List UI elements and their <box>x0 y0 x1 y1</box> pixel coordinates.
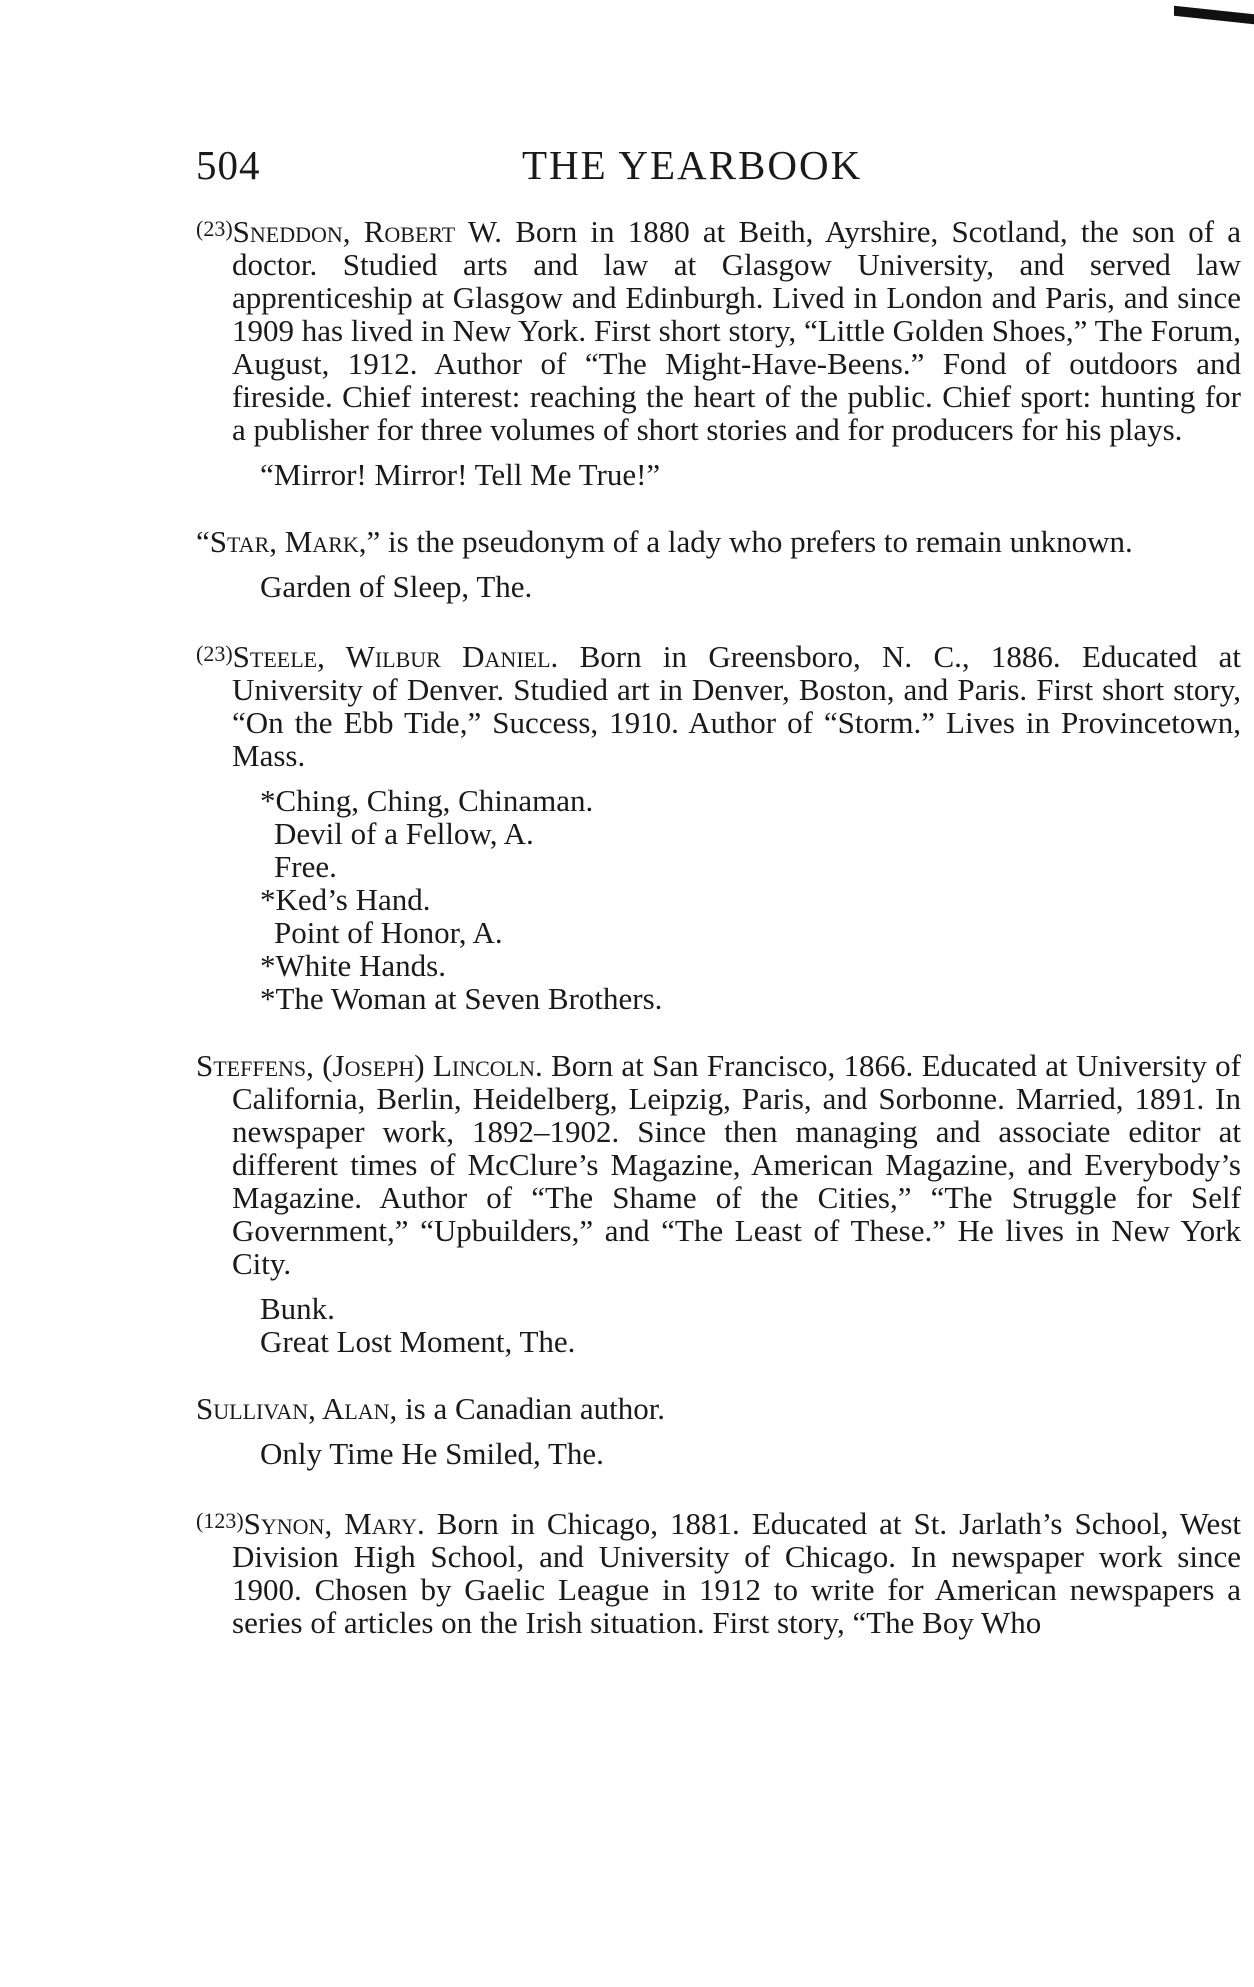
running-head: THE YEARBOOK <box>522 142 863 188</box>
story-list <box>260 458 1241 491</box>
page-body <box>196 212 1241 1673</box>
author-name: Sullivan, Alan, <box>196 1391 398 1426</box>
story-title: Point of Honor, A. <box>274 915 503 950</box>
author-entry <box>196 525 1241 603</box>
author-bio: Born in Chicago, 1881. Educated at St. Jarlath’s School, West Division High School, and University of Chicago. In newspaper work since 1900. Chosen by Gaelic League in 1912 to write for American newspapers a series of articles on the Irish situation. First story, “The Boy Who <box>232 1506 1241 1640</box>
story-list <box>260 1292 1241 1358</box>
story-title: *Ching, Ching, Chinaman. <box>260 783 594 818</box>
author-name: Sneddon, Robert W. <box>232 214 502 249</box>
story-title: *White Hands. <box>260 948 446 983</box>
entry-index: (123) <box>196 1508 244 1533</box>
author-bio: Born at San Francisco, 1866. Educated at University of California, Berlin, Heidelberg, Leipzig, Paris, and Sorbonne. Married, 1891. In newspaper work, 1892–1902. Since then managing and associate editor at different times of McClure’s Magazine, American Magazine, and Everybody’s Magazine. Author of “The Shame of the Cities,” “The Struggle for Self Government,” “Upbuilders,” and “The Least of These.” He lives in New York City. <box>232 1048 1241 1281</box>
story-list <box>260 1437 1241 1470</box>
story-list <box>260 570 1241 603</box>
story-title: *The Woman at Seven Brothers. <box>260 981 663 1016</box>
entry-text <box>196 1504 1241 1639</box>
author-bio: Born in Greensboro, N. C., 1886. Educated at University of Denver. Studied art in Denver, Boston, and Paris. First short story, “On the Ebb Tide,” Success, 1910. Author of “Storm.” Lives in Provincetown, Mass. <box>232 639 1241 773</box>
story-title: “Mirror! Mirror! Tell Me True!” <box>260 457 661 492</box>
story-title: Free. <box>274 849 337 884</box>
story-title: Only Time He Smiled, The. <box>260 1436 604 1471</box>
author-entry <box>196 637 1241 1015</box>
author-bio: is a Canadian author. <box>397 1391 666 1426</box>
story-title: *Ked’s Hand. <box>260 882 431 917</box>
story-title: Bunk. <box>260 1291 335 1326</box>
author-name: Steffens, (Joseph) Lincoln. <box>196 1048 543 1083</box>
author-entry <box>196 1049 1241 1358</box>
story-title: Garden of Sleep, The. <box>260 569 533 604</box>
author-name: Steele, Wilbur Daniel. <box>232 639 559 674</box>
author-name: “Star, Mark,” <box>196 524 381 559</box>
entry-text <box>196 637 1241 772</box>
entry-text <box>196 525 1241 558</box>
story-title: Devil of a Fellow, A. <box>274 816 534 851</box>
scan-edge-mark <box>1174 6 1254 24</box>
entry-text <box>196 212 1241 446</box>
entry-text <box>196 1049 1241 1280</box>
author-entry <box>196 1392 1241 1470</box>
author-bio: Born in 1880 at Beith, Ayrshire, Scotland, the son of a doctor. Studied arts and law at Glasgow University, and served law apprenticeship at Glasgow and Edinburgh. Lived in London and Paris, and since 1909 has lived in New York. First short story, “Little Golden Shoes,” The Forum, August, 1912. Author of “The Might-Have-Beens.” Fond of outdoors and fireside. Chief interest: reaching the heart of the public. Chief sport: hunting for a publisher for three volumes of short stories and for producers for his plays. <box>232 214 1241 447</box>
entry-index: (23) <box>196 216 233 241</box>
author-entry <box>196 1504 1241 1639</box>
entry-index: (23) <box>196 641 233 666</box>
entry-text <box>196 1392 1241 1425</box>
author-entry <box>196 212 1241 491</box>
author-name: Synon, Mary. <box>243 1506 425 1541</box>
page-number: 504 <box>196 142 261 188</box>
story-list <box>260 784 1241 1015</box>
author-bio: is the pseudonym of a lady who prefers to remain unknown. <box>380 524 1133 559</box>
story-title: Great Lost Moment, The. <box>260 1324 576 1359</box>
